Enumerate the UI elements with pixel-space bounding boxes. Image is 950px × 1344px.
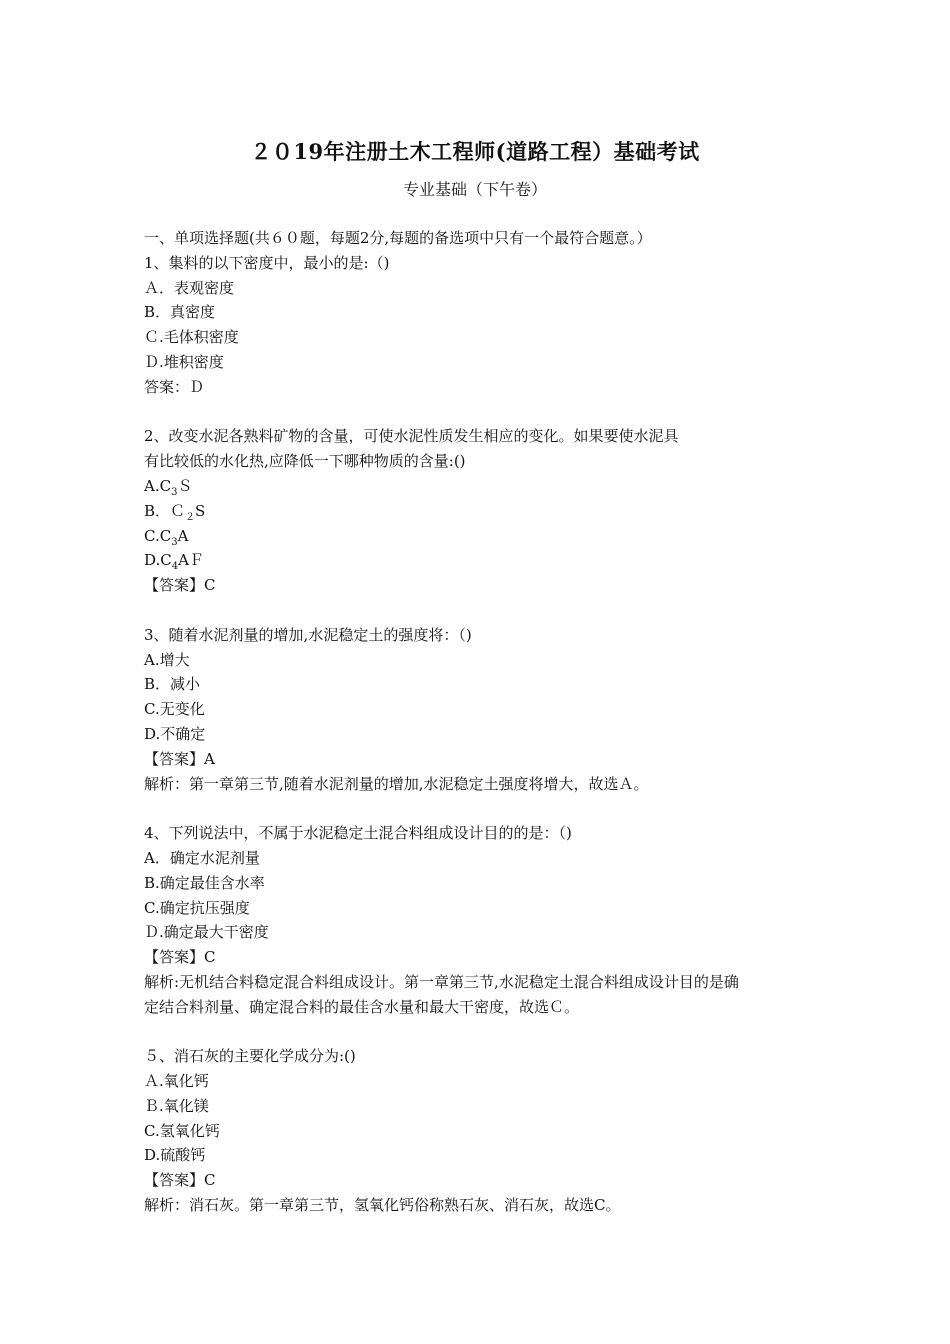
question-5-option-b: Ｂ.氧化镁 <box>144 1096 209 1115</box>
option-suffix: AＦ <box>178 551 204 570</box>
document-body <box>144 226 824 1218</box>
question-1-option-b: B．真密度 <box>144 303 216 322</box>
question-1-answer: 答案：Ｄ <box>144 377 205 396</box>
question-4-option-c: C.确定抗压强度 <box>144 898 250 917</box>
option-subscript: 3 <box>171 536 178 548</box>
question-3-option-c: C.无变化 <box>144 700 205 719</box>
question-3-option-a: A.增大 <box>144 650 190 669</box>
question-1-option-a: Ａ．表观密度 <box>144 278 235 297</box>
question-5-option-c: C.氢氧化钙 <box>144 1121 220 1140</box>
question-1-option-d: Ｄ.堆积密度 <box>144 352 224 371</box>
question-3-analysis: 解析：第一章第三节,随着水泥剂量的增加,水泥稳定土强度将增大，故选Ａ。 <box>144 774 649 793</box>
option-subscript: 4 <box>171 561 179 573</box>
question-1-text: 1、集料的以下密度中，最小的是:（) <box>144 253 390 272</box>
option-subscript: 3 <box>171 486 178 498</box>
question-3-text: 3、随着水泥剂量的增加,水泥稳定土的强度将：（) <box>144 625 472 644</box>
question-2-option-c <box>144 524 824 549</box>
question-5-option-a: Ａ.氧化钙 <box>144 1072 209 1091</box>
option-subscript: ２ <box>185 511 196 523</box>
option-suffix: S <box>195 501 206 520</box>
question-5-analysis: 解析：消石灰。第一章第三节，氢氧化钙俗称熟石灰、消石灰，故选C。 <box>144 1196 621 1215</box>
question-5-text: ５、消石灰的主要化学成分为:() <box>144 1047 356 1066</box>
option-prefix: B．Ｃ <box>144 501 186 520</box>
question-2-text-line-2: 有比较低的水化热,应降低一下哪种物质的含量:() <box>144 452 466 471</box>
question-2-text-line-1: 2、改变水泥各熟料矿物的含量，可使水泥性质发生相应的变化。如果要使水泥具 <box>144 427 679 446</box>
question-2-answer: 【答案】C <box>144 576 216 595</box>
question-1-option-c: Ｃ.毛体积密度 <box>144 328 239 347</box>
question-2-option-b <box>144 499 824 524</box>
document-subtitle: 专业基础（下午卷） <box>402 180 547 199</box>
question-3-answer: 【答案】A <box>144 749 215 768</box>
question-4-option-d: Ｄ.确定最大干密度 <box>144 923 269 942</box>
option-suffix: Ｓ <box>177 476 193 495</box>
option-suffix: A <box>177 526 189 545</box>
question-3-option-b: B．减小 <box>144 675 201 694</box>
question-4-text: 4、下列说法中，不属于水泥稳定土混合料组成设计目的的是：（) <box>144 824 572 843</box>
option-prefix: C.C <box>144 526 172 545</box>
question-4-analysis-line-1: 解析:无机结合料稳定混合料组成设计。第一章第三节,水泥稳定土混合料组成设计目的是确 <box>144 972 739 991</box>
question-5-answer: 【答案】C <box>144 1171 216 1190</box>
question-4-analysis-line-2: 定结合料剂量、确定混合料的最佳含水量和最大干密度，故选Ｃ。 <box>144 997 580 1016</box>
question-4-option-b: B.确定最佳含水率 <box>144 873 265 892</box>
question-4-option-a: A．确定水泥剂量 <box>144 848 260 867</box>
question-5-option-d: D.硫酸钙 <box>144 1146 206 1165</box>
document-title: ２０19年注册土木工程师(道路工程）基础考试 <box>250 139 700 164</box>
section-heading: 一、单项选择题(共６０题，每题2分,每题的备选项中只有一个最符合题意。） <box>144 229 652 247</box>
option-prefix: A.C <box>144 476 172 495</box>
question-2-option-d <box>144 548 824 573</box>
option-prefix: D.C <box>144 551 172 570</box>
question-2-option-a <box>144 474 824 499</box>
question-3-option-d: D.不确定 <box>144 724 206 743</box>
question-4-answer: 【答案】C <box>144 948 216 967</box>
